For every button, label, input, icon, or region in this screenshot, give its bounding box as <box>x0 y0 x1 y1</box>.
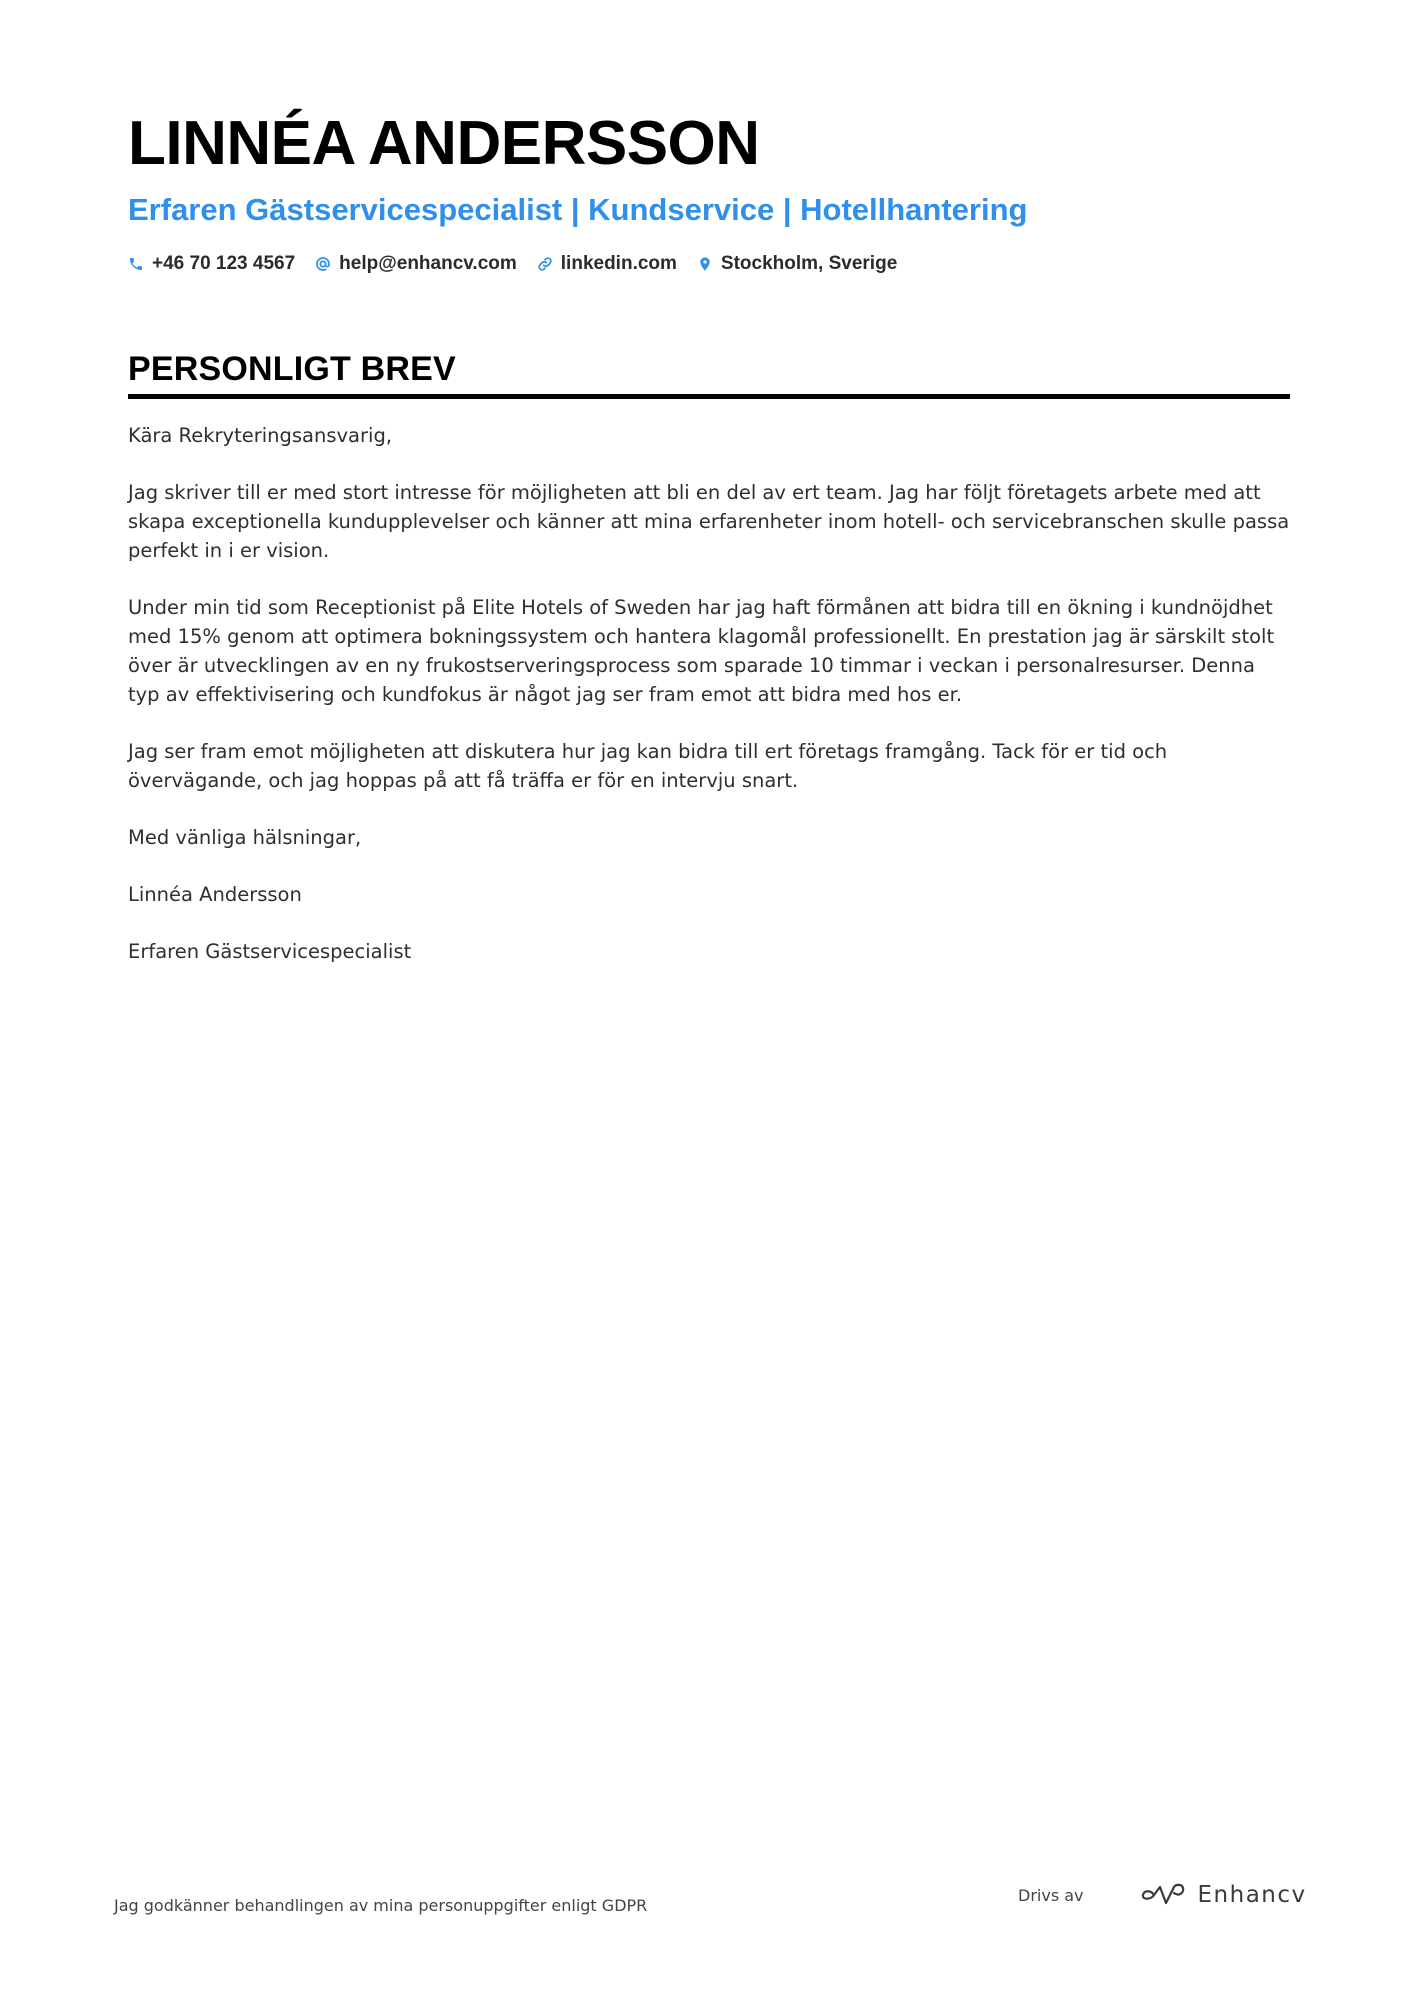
gdpr-consent-text: Jag godkänner behandlingen av mina personuppgifter enligt GDPR <box>114 1896 648 1915</box>
letter-body <box>128 421 1290 966</box>
signature-name: Linnéa Andersson <box>128 883 302 906</box>
letter-paragraph: Jag skriver till er med stort intresse för möjligheten att bli en del av ert team. Jag har följt företagets arbete med att skapa exceptionella kundupplevelser och känner att mina erfarenheter inom hotell- och servicebranschen skulle passa perfekt in i er vision. <box>128 481 1290 562</box>
applicant-name: LINNÉA ANDERSSON <box>128 109 760 178</box>
contact-location <box>697 253 897 275</box>
enhancv-logo-icon <box>1140 1882 1186 1908</box>
applicant-headline: Erfaren Gästservicespecialist | Kundservice | Hotellhantering <box>128 192 1028 227</box>
contact-email-text: help@enhancv.com <box>339 253 517 274</box>
phone-icon <box>128 256 144 272</box>
link-icon <box>537 256 553 272</box>
contact-phone[interactable] <box>128 253 295 275</box>
powered-by-label: Drivs av <box>1018 1885 1084 1905</box>
contact-phone-text: +46 70 123 4567 <box>152 253 296 274</box>
letter-paragraph: Jag ser fram emot möjligheten att diskutera hur jag kan bidra till ert företags framgång. Tack för er tid och övervägande, och jag hoppas på att få träffa er för en intervju snart. <box>128 740 1168 792</box>
signature-title: Erfaren Gästservicespecialist <box>128 940 412 963</box>
enhancv-logo[interactable] <box>1140 1882 1307 1908</box>
section-divider <box>128 394 1290 399</box>
footer-branding <box>1018 1882 1307 1908</box>
cover-letter-page <box>128 108 1290 994</box>
contact-email[interactable] <box>315 253 517 275</box>
brand-name: Enhancv <box>1197 1882 1307 1908</box>
at-icon <box>315 256 331 272</box>
contact-linkedin[interactable] <box>537 253 677 275</box>
contact-linkedin-text: linkedin.com <box>560 253 677 274</box>
contact-bar <box>128 250 1290 278</box>
letter-paragraph: Under min tid som Receptionist på Elite Hotels of Sweden har jag haft förmånen att bidra till en ökning i kundnöjdhet med 15% genom att optimera bokningssystem och hantera klagomål professionellt. En prestation jag är särskilt stolt över är utvecklingen av en ny frukostserveringsprocess som sparade 10 timmar i veckan i personalresurser. Denna typ av effektivisering och kundfokus är något jag ser fram emot att bidra med hos er. <box>128 596 1275 706</box>
letter-closing: Med vänliga hälsningar, <box>128 826 362 849</box>
section-title: PERSONLIGT BREV <box>128 350 456 388</box>
contact-location-text: Stockholm, Sverige <box>720 253 898 274</box>
location-pin-icon <box>697 256 713 272</box>
letter-greeting: Kära Rekryteringsansvarig, <box>128 424 393 447</box>
